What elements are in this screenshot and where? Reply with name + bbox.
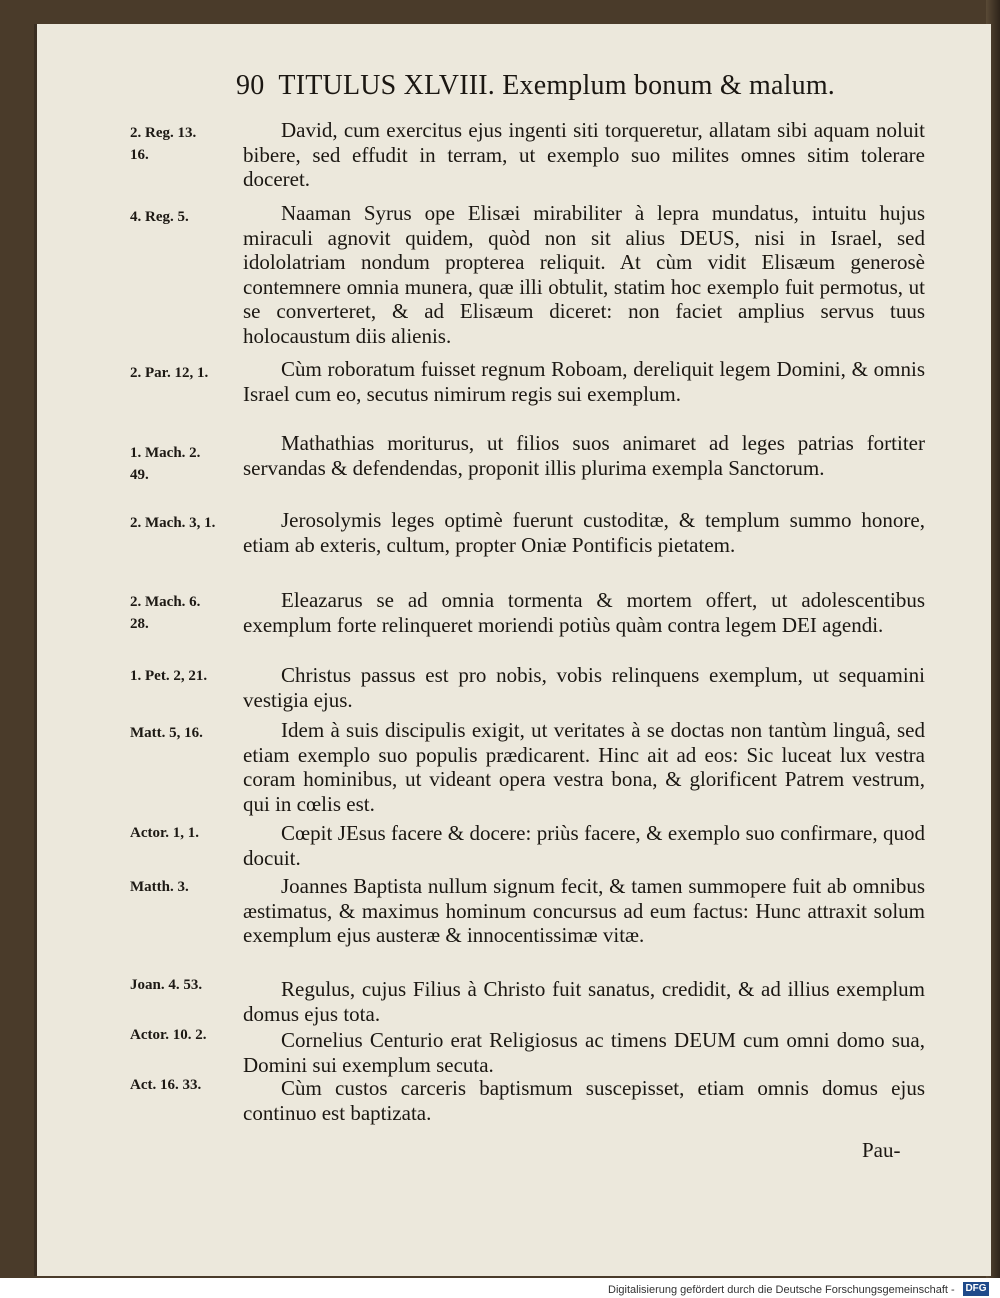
entry-text: Cœpit JEsus facere & docere: priùs facere, & exemplo suo confirmare, quod docuit.: [243, 821, 925, 870]
margin-reference: Matth. 3.: [130, 879, 189, 895]
margin-reference: 2. Mach. 3, 1.: [130, 515, 216, 531]
entry-text: Joannes Baptista nullum signum fecit, & tamen summopere fuit ab omnibus æstimatus, & maximus hominum concursus ad eum factus: Hunc attraxit solum exemplum ejus austeræ & innocentissimæ vitæ.: [243, 874, 925, 948]
entry-text: Mathathias moriturus, ut filios suos animaret ad leges patrias fortiter servandas & defendendas, proponit illis plurima exempla Sanctorum.: [243, 431, 925, 480]
entry-text: Idem à suis discipulis exigit, ut veritates à se doctas non tantùm linguâ, sed etiam exemplo suo populis prædicarent. Hinc ait ad eos: Sic luceat lux vestra coram hominibus, ut videant opera vestra bona, & glorificent Patrem vestrum, qui in cœlis est.: [243, 718, 925, 816]
footer-credit: Digitalisierung gefördert durch die Deutsche Forschungsgemeinschaft -: [608, 1284, 955, 1296]
entry-text: David, cum exercitus ejus ingenti siti torqueretur, allatam sibi aquam noluit bibere, sed effudit in terram, ut exemplo suo milites omnes sitim tolerare doceret.: [243, 118, 925, 192]
margin-reference: Matt. 5, 16.: [130, 725, 203, 741]
entry-text: Jerosolymis leges optimè fuerunt custoditæ, & templum summo honore, etiam ab exteris, cultum, propter Oniæ Pontificis pietatem.: [243, 508, 925, 557]
entry-text: Christus passus est pro nobis, vobis relinquens exemplum, ut sequamini vestigia ejus.: [243, 663, 925, 712]
entry-text: Cùm roboratum fuisset regnum Roboam, dereliquit legem Domini, & omnis Israel cum eo, secutus nimirum regis sui exemplum.: [243, 357, 925, 406]
margin-reference: 2. Mach. 6. 28.: [130, 594, 201, 632]
running-title: TITULUS XLVIII. Exemplum bonum & malum.: [278, 70, 835, 101]
margin-reference: 2. Reg. 13. 16.: [130, 125, 197, 163]
entry-text: Regulus, cujus Filius à Christo fuit sanatus, credidit, & ad illius exemplum domus ejus tota.: [243, 977, 925, 1026]
entry-text: Cornelius Centurio erat Religiosus ac timens DEUM cum omni domo sua, Domini sui exemplum secuta.: [243, 1028, 925, 1077]
margin-reference: Actor. 1, 1.: [130, 825, 200, 841]
margin-reference: Joan. 4. 53.: [130, 977, 203, 993]
catchword: Pau-: [862, 1138, 901, 1162]
dfg-logo: DFG: [963, 1282, 989, 1296]
margin-reference: 1. Mach. 2. 49.: [130, 445, 201, 483]
margin-reference: Act. 16. 33.: [130, 1077, 202, 1093]
page-number: 90: [236, 70, 265, 101]
entry-text: Cùm custos carceris baptismum suscepisset, etiam omnis domus ejus continuo est baptizata.: [243, 1076, 925, 1125]
entry-text: Naaman Syrus ope Elisæi mirabiliter à lepra mundatus, intuitu hujus miraculi agnovit quidem, quòd non sit alius DEUS, nisi in Israel, sed idololatriam nondum propterea reliquit. At cùm vidit Elisæum generosè contemnere omnia munera, quæ illi obtulit, statim hoc exemplo fuit permotus, ut se converteret, & ad Elisæum diceret: non faciet amplius servus tuus holocaustum diis alienis.: [243, 201, 925, 348]
page-header: [236, 70, 835, 102]
margin-reference: 4. Reg. 5.: [130, 209, 189, 225]
margin-reference: Actor. 10. 2.: [130, 1027, 207, 1043]
entry-text: Eleazarus se ad omnia tormenta & mortem offert, ut adolescentibus exemplum forte relinqueret moriendi potiùs quàm contra legem DEI agendi.: [243, 588, 925, 637]
margin-reference: 1. Pet. 2, 21.: [130, 668, 208, 684]
margin-reference: 2. Par. 12, 1.: [130, 365, 209, 381]
